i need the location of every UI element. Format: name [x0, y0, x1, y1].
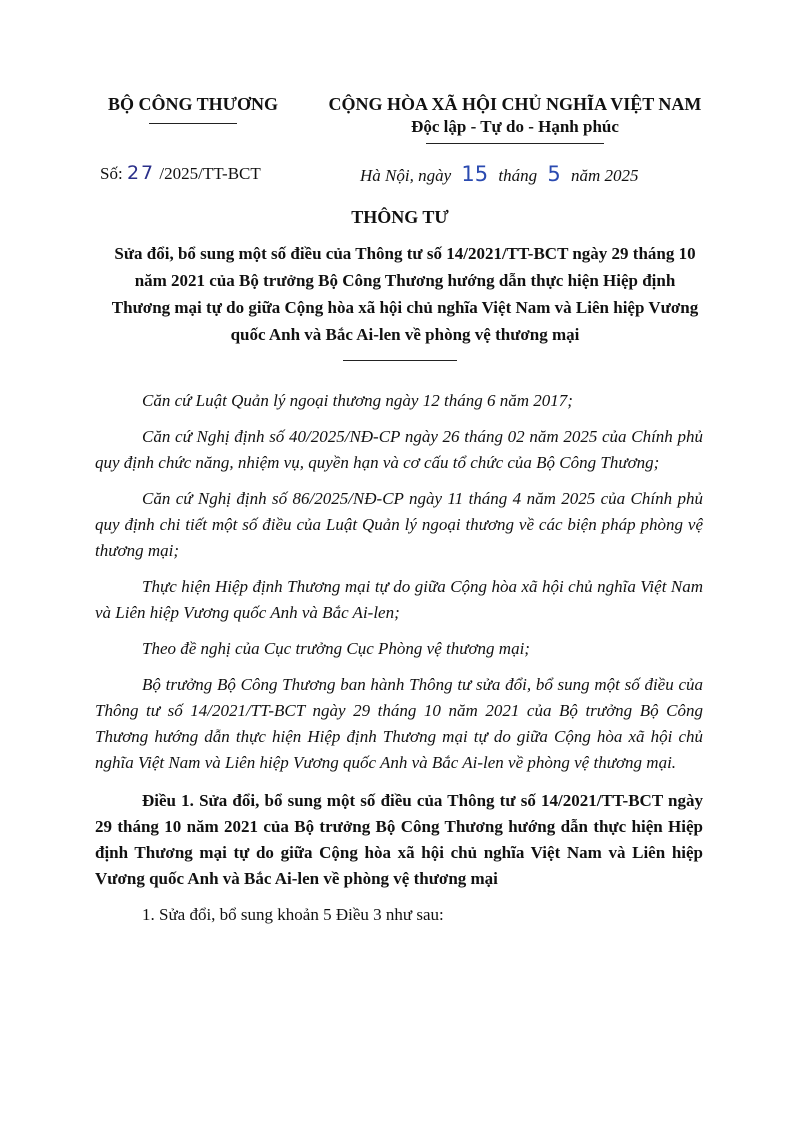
handwritten-number: 27: [126, 162, 156, 184]
preamble-paragraph: Căn cứ Nghị định số 40/2025/NĐ-CP ngày 26 tháng 02 năm 2025 của Chính phủ quy định chức năng, nhiệm vụ, quyền hạn và cơ cấu tổ chức của Bộ Công Thương;: [95, 427, 703, 472]
issue-date: [360, 162, 639, 186]
number-suffix: /2025/TT-BCT: [159, 164, 261, 183]
national-motto: Độc lập - Tự do - Hạnh phúc: [411, 117, 619, 136]
handwritten-month: 5: [547, 162, 561, 186]
document-type: THÔNG TƯ: [351, 207, 449, 227]
date-year: năm 2025: [570, 166, 639, 185]
handwritten-day: 15: [461, 162, 489, 186]
clause-1: 1. Sửa đổi, bổ sung khoản 5 Điều 3 như sau:: [142, 905, 444, 924]
preamble-paragraph: Theo đề nghị của Cục trưởng Cục Phòng vệ thương mại;: [142, 639, 530, 658]
date-place: Hà Nội, ngày: [360, 166, 452, 185]
national-title-block: [305, 94, 725, 144]
document-body: [95, 388, 703, 938]
preamble-paragraph: Căn cứ Nghị định số 86/2025/NĐ-CP ngày 11 tháng 4 năm 2025 của Chính phủ quy định chi tiết một số điều của Luật Quản lý ngoại thương về các biện pháp phòng vệ thương mại;: [95, 489, 703, 560]
document-number: [100, 162, 261, 184]
preamble-paragraph: Căn cứ Luật Quản lý ngoại thương ngày 12 tháng 6 năm 2017;: [142, 391, 573, 410]
number-prefix: Số:: [100, 164, 123, 183]
ministry-underline: [149, 123, 237, 124]
preamble-paragraph: Bộ trưởng Bộ Công Thương ban hành Thông tư sửa đổi, bổ sung một số điều của Thông tư số 14/2021/TT-BCT ngày 29 tháng 10 năm 2021 của Bộ trưởng Bộ Công Thương hướng dẫn thực hiện Hiệp định Thương mại tự do giữa Cộng hòa xã hội chủ nghĩa Việt Nam và Liên hiệp Vương quốc Anh và Bắc Ai-len về phòng vệ thương mại.: [95, 675, 703, 772]
date-month-label: tháng: [498, 166, 538, 185]
subject-underline: [343, 360, 457, 361]
republic-name: CỘNG HÒA XÃ HỘI CHỦ NGHĨA VIỆT NAM: [328, 94, 702, 114]
motto-underline: [426, 143, 604, 144]
document-subject: Sửa đổi, bổ sung một số điều của Thông tư số 14/2021/TT-BCT ngày 29 tháng 10 năm 2021 của Bộ trưởng Bộ Công Thương hướng dẫn thực hiện Hiệp định Thương mại tự do giữa Cộng hòa xã hội chủ nghĩa Việt Nam và Liên hiệp Vương quốc Anh và Bắc Ai-len về phòng vệ thương mại: [111, 244, 699, 344]
preamble-paragraph: Thực hiện Hiệp định Thương mại tự do giữa Cộng hòa xã hội chủ nghĩa Việt Nam và Liên hiệp Vương quốc Anh và Bắc Ai-len;: [95, 577, 703, 622]
ministry-name: BỘ CÔNG THƯƠNG: [107, 94, 278, 114]
article-1-heading: Điều 1. Sửa đổi, bổ sung một số điều của Thông tư số 14/2021/TT-BCT ngày 29 tháng 10 năm 2021 của Bộ trưởng Bộ Công Thương hướng dẫn thực hiện Hiệp định Thương mại tự do giữa Cộng hòa xã hội chủ nghĩa Việt Nam và Liên hiệp Vương quốc Anh và Bắc Ai-len về phòng vệ thương mại: [95, 791, 703, 888]
ministry-block: [88, 94, 298, 124]
